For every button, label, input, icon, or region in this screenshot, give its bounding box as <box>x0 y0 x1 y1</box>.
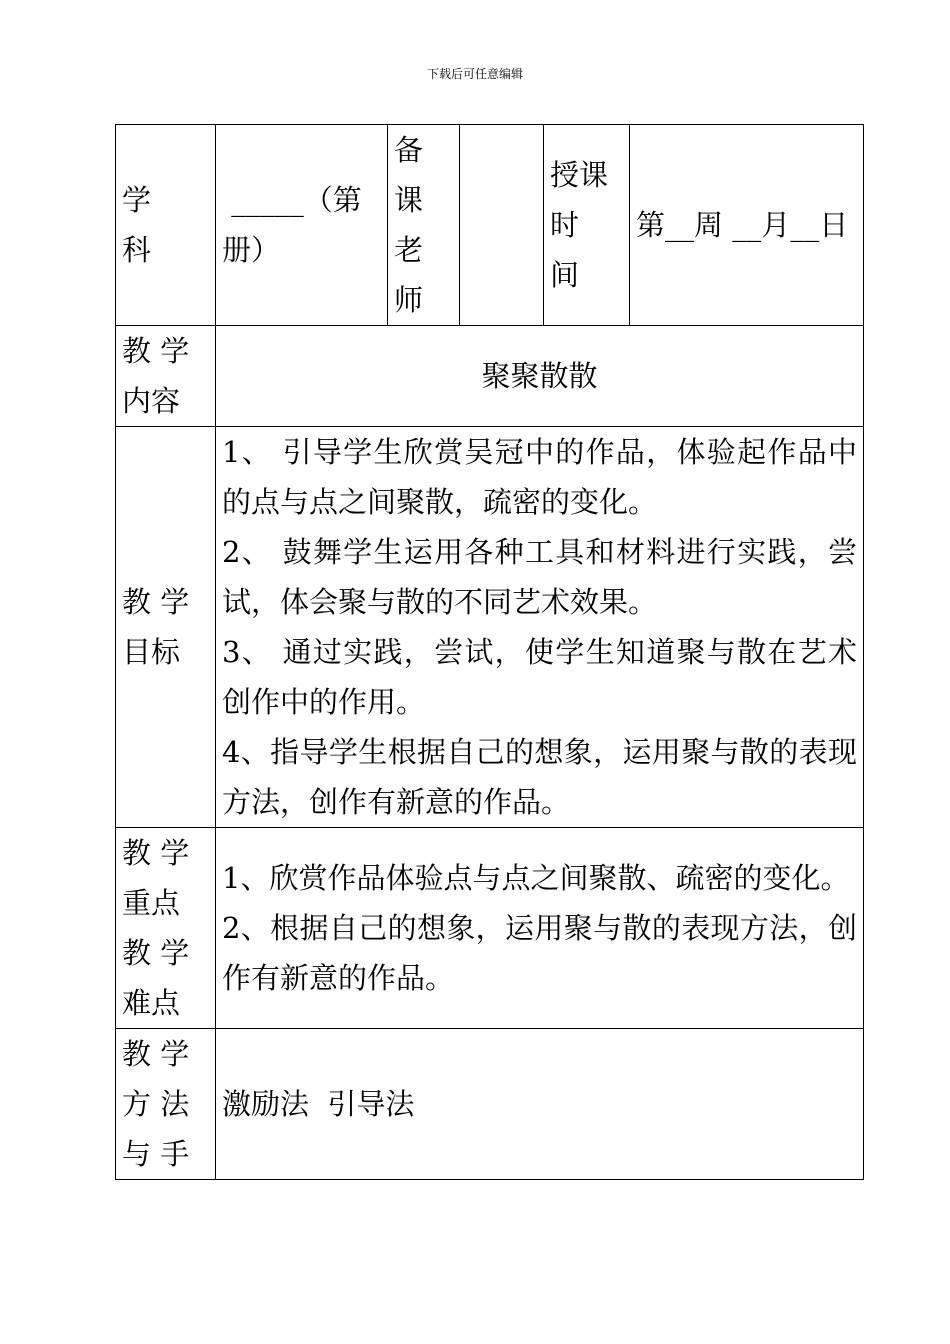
key-point-item-2: 2、根据自己的想象，运用聚与散的表现方法，创作有新意的作品。 <box>222 911 857 995</box>
objective-item-3: 3、 通过实践，尝试，使学生知道聚与散在艺术创作中的作用。 <box>222 635 857 719</box>
header-row <box>116 125 864 326</box>
objectives-list <box>216 427 864 828</box>
objective-item-4: 4、指导学生根据自己的想象，运用聚与散的表现方法，创作有新意的作品。 <box>222 735 857 819</box>
time-label: 授课 时 间 <box>544 125 630 326</box>
key-point-item-1: 1、欣赏作品体验点与点之间聚散、疏密的变化。 <box>222 861 850 895</box>
objectives-row <box>116 427 864 828</box>
content-row <box>116 326 864 427</box>
objective-item-1: 1、 引导学生欣赏吴冠中的作品，体验起作品中的点与点之间聚散，疏密的变化。 <box>222 435 857 519</box>
objectives-label: 教 学 目标 <box>116 427 216 828</box>
lesson-plan-table <box>115 124 864 1180</box>
subject-label: 学 科 <box>116 125 216 326</box>
content-label: 教 学 内容 <box>116 326 216 427</box>
subject-value: _____（第 册） <box>216 125 388 326</box>
key-points-label: 教 学 重点 教 学 难点 <box>116 828 216 1029</box>
teacher-value <box>460 125 544 326</box>
teacher-label: 备 课 老 师 <box>388 125 460 326</box>
methods-label: 教 学 方 法 与 手 <box>116 1029 216 1180</box>
key-points-list <box>216 828 864 1029</box>
key-points-row <box>116 828 864 1029</box>
time-value: 第__周 __月__日 <box>630 125 864 326</box>
methods-value: 激励法 引导法 <box>216 1029 864 1180</box>
content-value: 聚聚散散 <box>216 326 864 427</box>
header-note: 下载后可任意编辑 <box>426 67 523 81</box>
methods-row <box>116 1029 864 1180</box>
objective-item-2: 2、 鼓舞学生运用各种工具和材料进行实践，尝试，体会聚与散的不同艺术效果。 <box>222 535 857 619</box>
